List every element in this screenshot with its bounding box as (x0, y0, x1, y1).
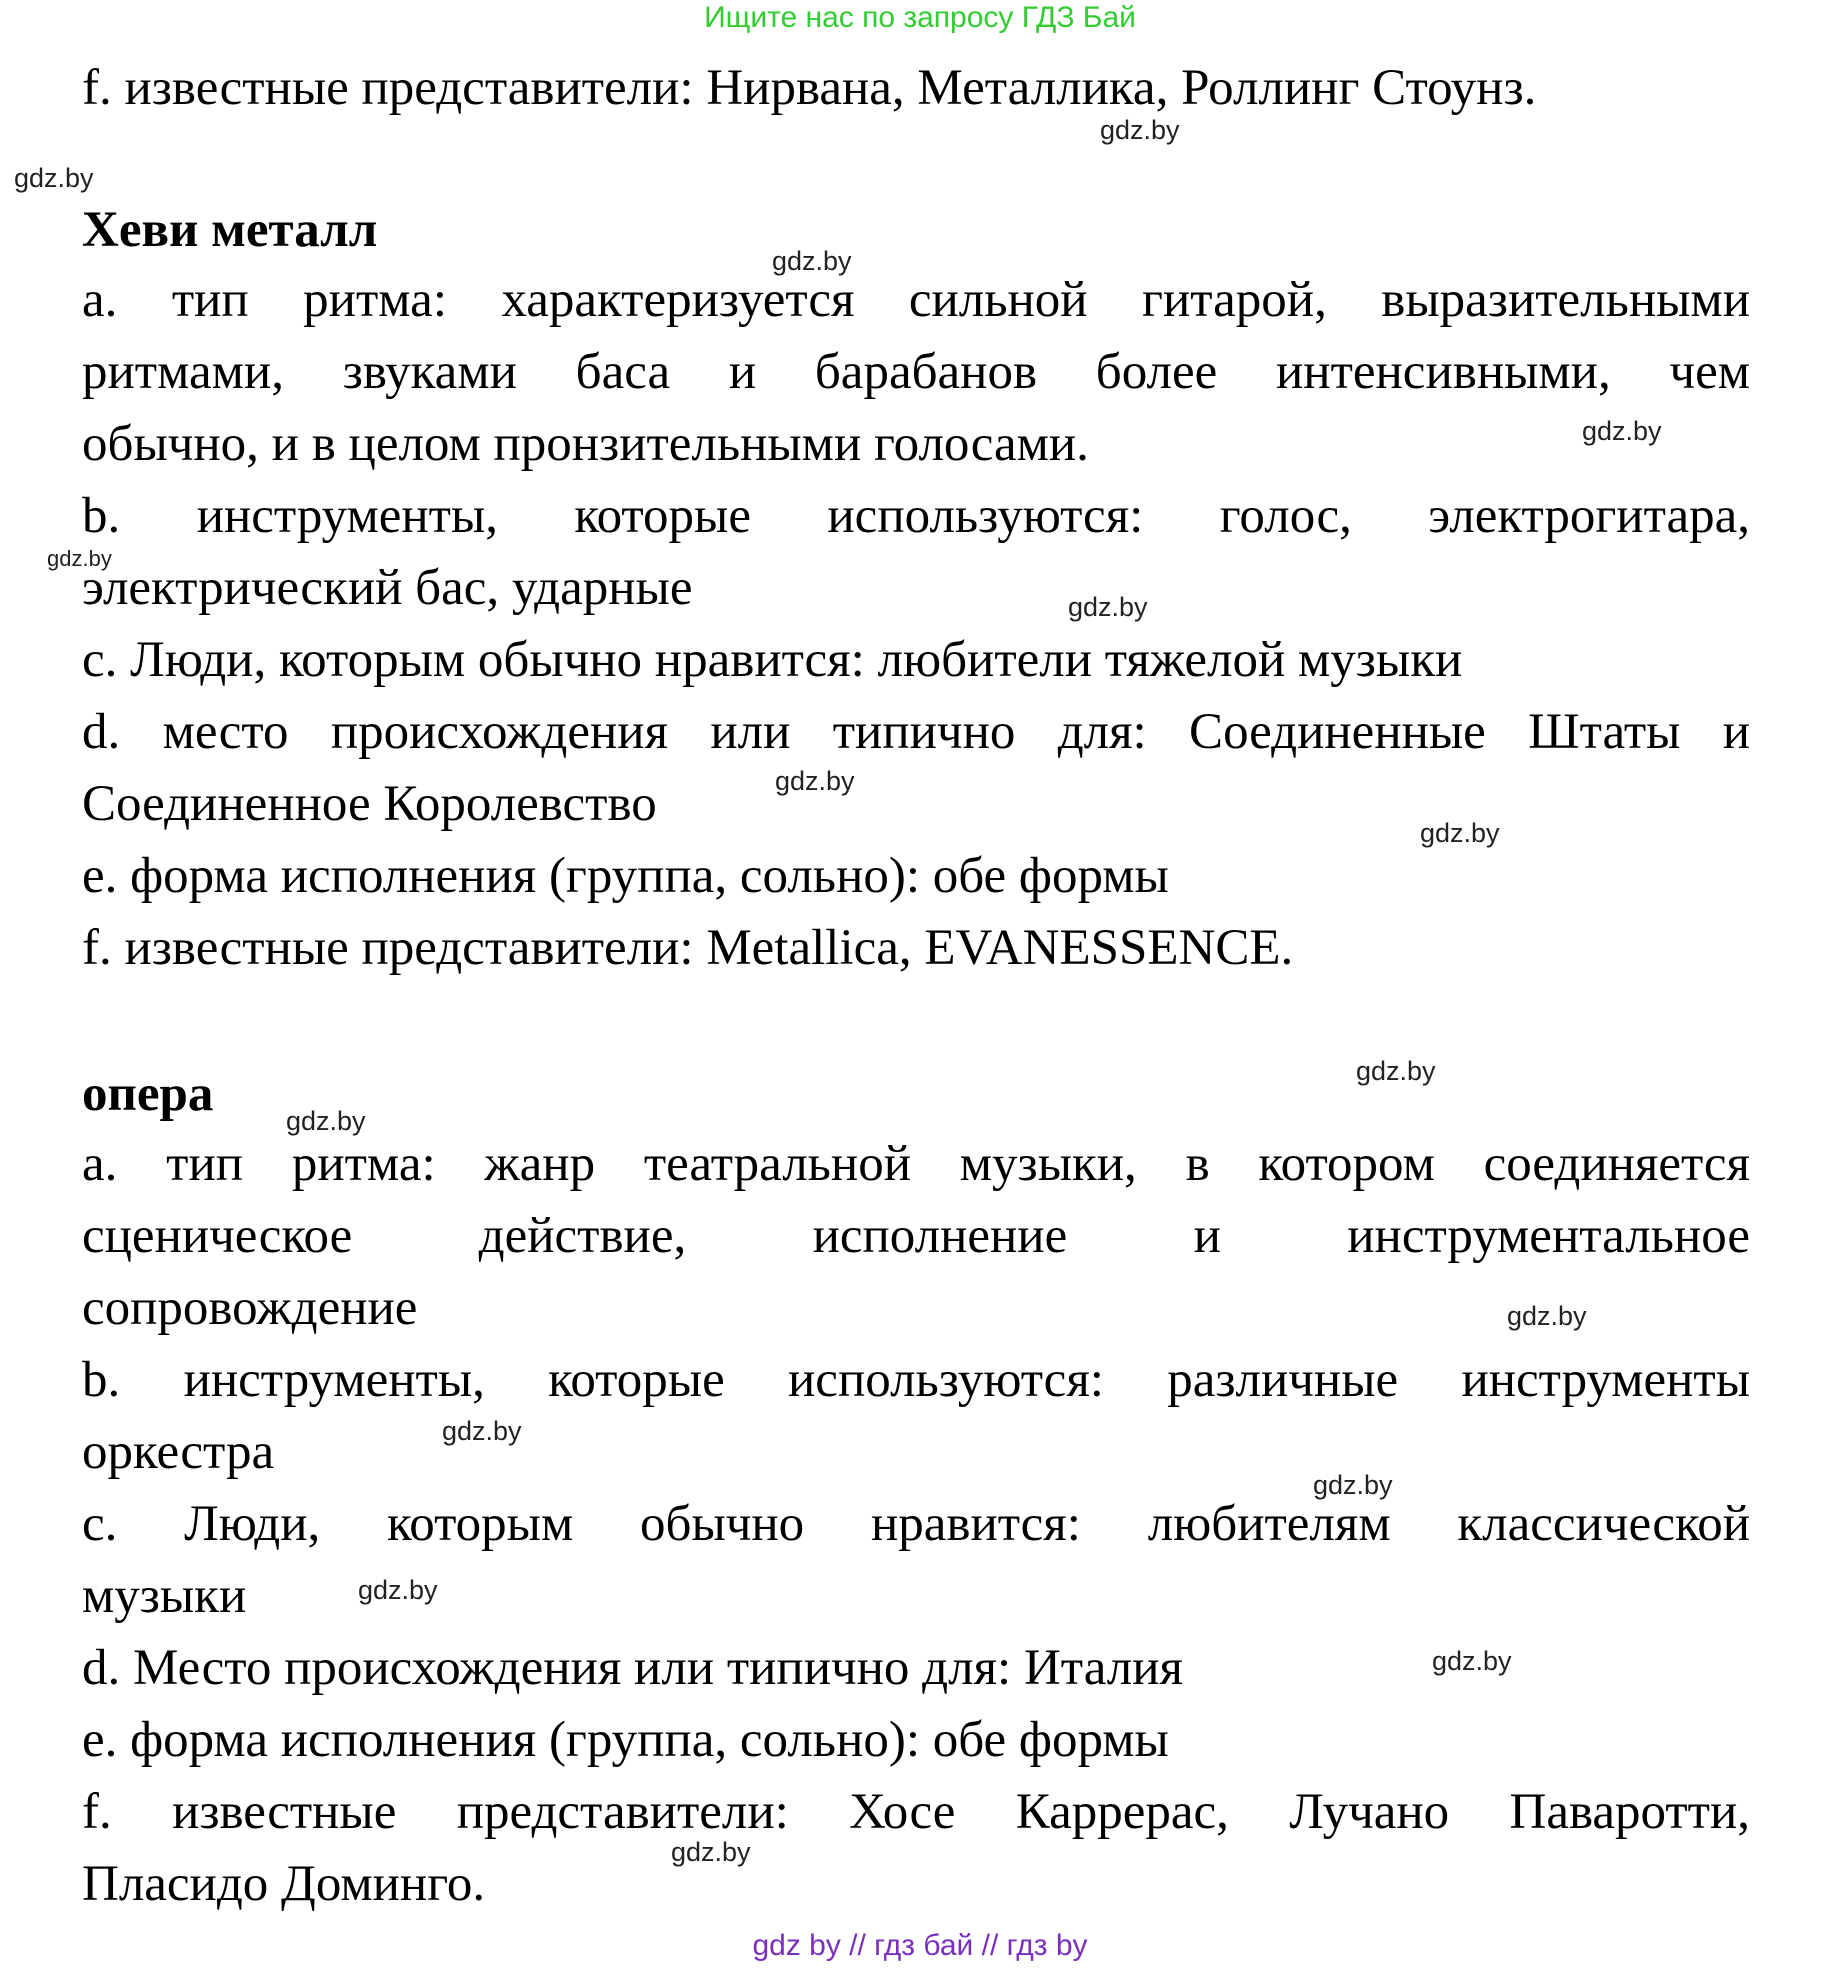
watermark: gdz.by (14, 163, 94, 193)
heavy-metal-line: c. Люди, которым обычно нравится: любители тяжелой музыки (82, 632, 1463, 688)
watermark: gdz.by (47, 546, 112, 571)
intro-line: f. известные представители: Нирвана, Металлика, Роллинг Стоунз. (82, 60, 1537, 116)
watermark: gdz.by (1507, 1301, 1587, 1331)
watermark: gdz.by (1432, 1646, 1512, 1676)
watermark: gdz.by (286, 1106, 366, 1136)
watermark: gdz.by (1068, 592, 1148, 622)
heavy-metal-line: ритмами, звуками баса и барабанов более интенсивными, чем (82, 344, 1750, 400)
heavy-metal-line: Соединенное Королевство (82, 776, 657, 832)
opera-line: c. Люди, которым обычно нравится: любителям классической (82, 1496, 1750, 1552)
heavy-metal-line: электрический бас, ударные (82, 560, 693, 616)
opera-line: Пласидо Доминго. (82, 1856, 486, 1912)
heavy-metal-line: d. место происхождения или типично для: Соединенные Штаты и (82, 704, 1750, 760)
section-title-heavy-metal: Хеви металл (82, 202, 378, 258)
watermark: gdz.by (358, 1575, 438, 1605)
opera-line: f. известные представители: Хосе Каррерас, Лучано Паваротти, (82, 1784, 1750, 1840)
section-title-opera: опера (82, 1066, 214, 1122)
footer-links[interactable]: gdz by // гдз бай // гдз by (752, 1929, 1088, 1962)
watermark: gdz.by (1356, 1056, 1436, 1086)
heavy-metal-line: a. тип ритма: характеризуется сильной гитарой, выразительными (82, 272, 1750, 328)
watermark: gdz.by (1420, 818, 1500, 848)
watermark: gdz.by (772, 246, 852, 276)
watermark: gdz.by (671, 1837, 751, 1867)
opera-line: b. инструменты, которые используются: различные инструменты (82, 1352, 1750, 1408)
opera-line: d. Место происхождения или типично для: Италия (82, 1640, 1183, 1696)
heavy-metal-line: обычно, и в целом пронзительными голосами. (82, 416, 1089, 472)
watermark: gdz.by (1582, 416, 1662, 446)
top-banner[interactable]: Ищите нас по запросу ГДЗ Бай (704, 1, 1136, 34)
opera-line: сценическое действие, исполнение и инструментальное (82, 1208, 1750, 1264)
opera-line: e. форма исполнения (группа, сольно): обе формы (82, 1712, 1169, 1768)
watermark: gdz.by (775, 766, 855, 796)
heavy-metal-line: e. форма исполнения (группа, сольно): обе формы (82, 848, 1169, 904)
opera-line: a. тип ритма: жанр театральной музыки, в котором соединяется (82, 1136, 1750, 1192)
watermark: gdz.by (1100, 115, 1180, 145)
opera-line: сопровождение (82, 1280, 418, 1336)
opera-line: оркестра (82, 1424, 275, 1480)
opera-line: музыки (82, 1568, 247, 1624)
watermark: gdz.by (1313, 1470, 1393, 1500)
watermark: gdz.by (442, 1416, 522, 1446)
heavy-metal-line: b. инструменты, которые используются: голос, электрогитара, (82, 488, 1750, 544)
heavy-metal-line: f. известные представители: Metallica, EVANESSENCE. (82, 920, 1294, 976)
